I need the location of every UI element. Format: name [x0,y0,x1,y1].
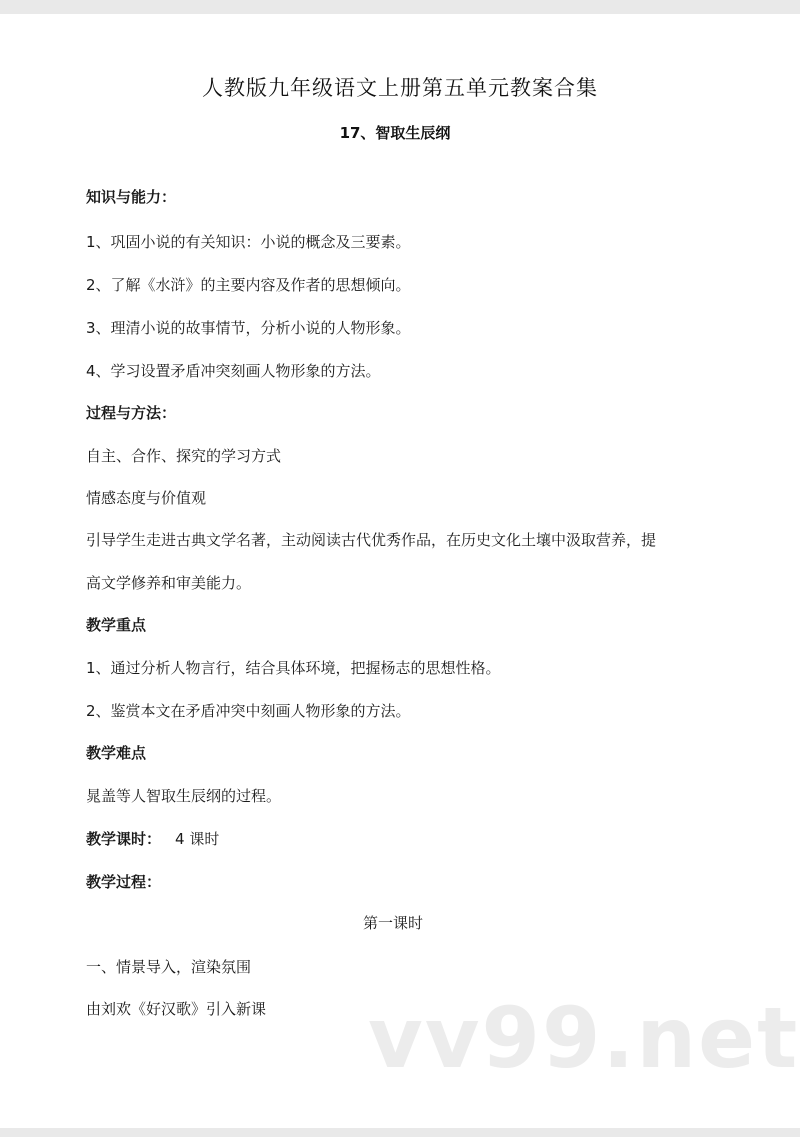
teaching-hours-label: 教学课时： [86,830,162,848]
key-point-item: 1、通过分析人物言行，结合具体环境，把握杨志的思想性格。 [86,659,501,677]
difficulty-heading: 教学难点 [86,744,147,762]
key-points-heading: 教学重点 [86,616,147,634]
knowledge-heading: 知识与能力： [86,188,177,206]
knowledge-item: 4、学习设置矛盾冲突刻画人物形象的方法。 [86,362,381,380]
emotion-line: 引导学生走进古典文学名著，主动阅读古代优秀作品，在历史文化土壤中汲取营养，提 [86,531,657,549]
viewer-bottom-margin [0,1128,800,1137]
document-title: 人教版九年级语文上册第五单元教案合集 [202,76,598,100]
knowledge-item: 3、理清小说的故事情节，分析小说的人物形象。 [86,319,411,337]
section-one-heading: 一、情景导入，渲染氛围 [86,958,252,976]
teaching-hours-value: 4 课时 [175,830,220,848]
procedure-heading: 教学过程： [86,873,162,891]
viewer-top-margin [0,0,800,14]
teaching-hours [86,828,219,849]
key-point-item: 2、鉴赏本文在矛盾冲突中刻画人物形象的方法。 [86,702,411,720]
watermark: vv99.net [368,989,800,1087]
first-lesson-heading: 第一课时 [362,914,423,932]
document-page [0,14,800,1128]
lesson-title: 17、智取生辰纲 [339,124,451,142]
process-text: 自主、合作、探究的学习方式 [86,447,282,465]
emotion-heading: 情感态度与价值观 [86,489,207,507]
process-heading: 过程与方法： [86,404,177,422]
section-one-text: 由刘欢《好汉歌》引入新课 [86,1000,267,1018]
knowledge-item: 1、巩固小说的有关知识：小说的概念及三要素。 [86,233,411,251]
knowledge-item: 2、了解《水浒》的主要内容及作者的思想倾向。 [86,276,411,294]
difficulty-text: 晁盖等人智取生辰纲的过程。 [86,787,282,805]
emotion-line: 高文学修养和审美能力。 [86,574,252,592]
